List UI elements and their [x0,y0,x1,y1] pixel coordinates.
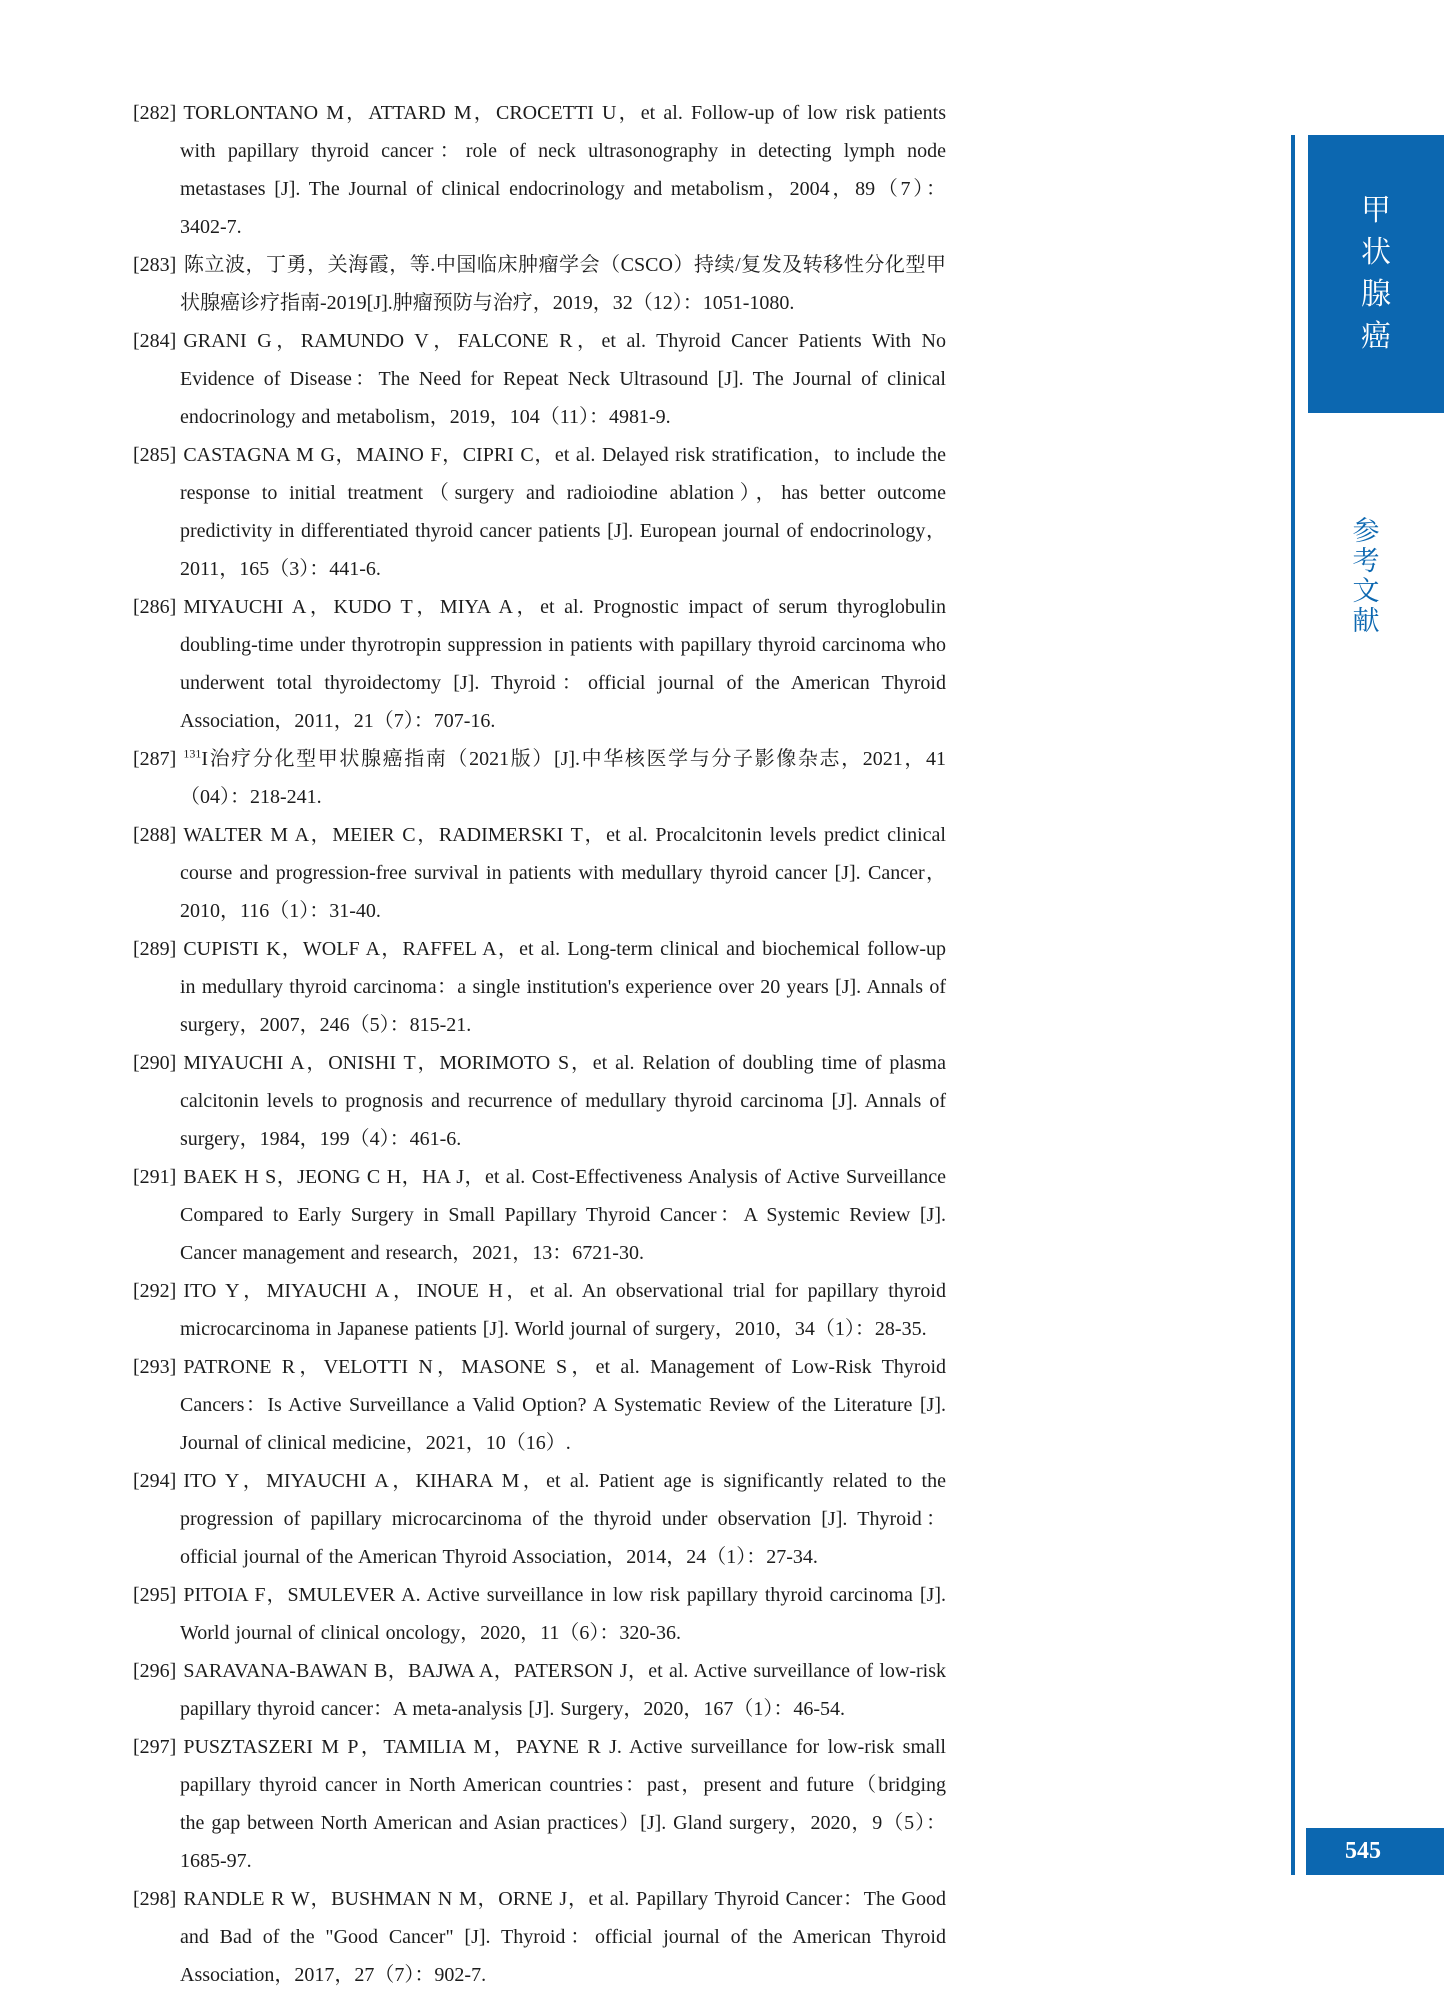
reference-item [133,1348,946,1462]
reference-item [133,930,946,1044]
book-title-box [1308,135,1444,413]
reference-label: [296] [133,1660,177,1682]
reference-label: [292] [133,1280,177,1302]
reference-item [133,1728,946,1880]
reference-item [133,436,946,588]
reference-label: [293] [133,1356,177,1378]
reference-item [133,1044,946,1158]
reference-item [133,1652,946,1728]
book-title-char: 腺 [1361,277,1391,312]
reference-text: CUPISTI K，WOLF A，RAFFEL A，et al. Long-term clinical and biochemical follow-up in medullary thyroid carcinoma：a single institution's experience over 20 years [J]. Annals of surgery，2007，246（5）：815-21. [180,938,946,1036]
reference-item [133,1462,946,1576]
reference-item [133,1158,946,1272]
reference-item [133,740,946,816]
reference-text: MIYAUCHI A，KUDO T，MIYA A，et al. Prognostic impact of serum thyroglobulin doubling-time under thyrotropin suppression in patients with papillary thyroid carcinoma who underwent total thyroidectomy [J]. Thyroid：official journal of the American Thyroid Association，2011，21（7）：707-16. [180,596,946,732]
reference-label: [289] [133,938,177,960]
reference-label: [291] [133,1166,177,1188]
section-title [1340,517,1392,637]
reference-item [133,322,946,436]
reference-text: RANDLE R W，BUSHMAN N M，ORNE J，et al. Papillary Thyroid Cancer：The Good and Bad of the "Good Cancer" [J]. Thyroid：official journal of the American Thyroid Association，2017，27（7）：902-7. [180,1888,946,1986]
reference-label: [297] [133,1736,177,1758]
reference-item [133,94,946,246]
section-title-char: 参 [1352,516,1380,547]
reference-label: [284] [133,330,177,352]
references-list [133,94,946,1994]
reference-label: [283] [133,254,177,276]
reference-label: [286] [133,596,177,618]
book-title-char: 癌 [1361,319,1391,354]
reference-item [133,246,946,322]
page-number-badge [1306,1828,1444,1875]
book-title-char: 甲 [1361,193,1391,228]
reference-text: PUSZTASZERI M P，TAMILIA M，PAYNE R J. Active surveillance for low-risk small papillary thyroid cancer in North American countries：past，present and future（bridging the gap between North American and Asian practices）[J]. Gland surgery，2020，9（5）：1685-97. [180,1736,946,1872]
reference-text: ITO Y，MIYAUCHI A，INOUE H，et al. An observational trial for papillary thyroid microcarcinoma in Japanese patients [J]. World journal of surgery，2010，34（1）：28-35. [180,1280,946,1340]
reference-text: MIYAUCHI A，ONISHI T，MORIMOTO S，et al. Relation of doubling time of plasma calcitonin levels to prognosis and recurrence of medullary thyroid carcinoma [J]. Annals of surgery，1984，199（4）：461-6. [180,1052,946,1150]
reference-text: CASTAGNA M G，MAINO F，CIPRI C，et al. Delayed risk stratification，to include the response to initial treatment（surgery and radioiodine ablation），has better outcome predictivity in differentiated thyroid cancer patients [J]. European journal of endocrinology，2011，165（3）：441-6. [180,444,946,580]
reference-item [133,1272,946,1348]
reference-text: PITOIA F，SMULEVER A. Active surveillance in low risk papillary thyroid carcinoma [J]. World journal of clinical oncology，2020，11（6）：320-36. [180,1584,946,1644]
section-title-char: 献 [1352,606,1380,637]
reference-label: [287] [133,748,177,770]
reference-label: [294] [133,1470,177,1492]
reference-label: [282] [133,102,177,124]
reference-label: [298] [133,1888,177,1910]
reference-text: BAEK H S，JEONG C H，HA J，et al. Cost-Effectiveness Analysis of Active Surveillance Compared to Early Surgery in Small Papillary Thyroid Cancer：A Systemic Review [J]. Cancer management and research，2021，13：6721-30. [180,1166,946,1264]
reference-text: GRANI G，RAMUNDO V，FALCONE R，et al. Thyroid Cancer Patients With No Evidence of Disease：The Need for Repeat Neck Ultrasound [J]. The Journal of clinical endocrinology and metabolism，2019，104（11）：4981-9. [180,330,946,428]
page-number: 545 [1345,1838,1381,1864]
reference-text: WALTER M A，MEIER C，RADIMERSKI T，et al. Procalcitonin levels predict clinical course and progression-free survival in patients with medullary thyroid cancer [J]. Cancer，2010，116（1）：31-40. [180,824,946,922]
reference-text: TORLONTANO M，ATTARD M，CROCETTI U，et al. Follow-up of low risk patients with papillary thyroid cancer：role of neck ultrasonography in detecting lymph node metastases [J]. The Journal of clinical endocrinology and metabolism，2004，89（7）：3402-7. [180,102,946,238]
book-title-char: 状 [1361,235,1391,270]
reference-item [133,588,946,740]
reference-label: [295] [133,1584,177,1606]
reference-text: $^{131}$I治疗分化型甲状腺癌指南（2021版）[J].中华核医学与分子影像杂志，2021，41（04）：218-241. [180,746,946,808]
reference-item [133,1880,946,1994]
reference-item [133,816,946,930]
reference-label: [285] [133,444,177,466]
reference-text: SARAVANA-BAWAN B，BAJWA A，PATERSON J，et al. Active surveillance of low-risk papillary thyroid cancer：A meta-analysis [J]. Surgery，2020，167（1）：46-54. [180,1660,946,1720]
section-title-char: 文 [1352,576,1380,607]
reference-text: 陈立波，丁勇，关海霞，等.中国临床肿瘤学会（CSCO）持续/复发及转移性分化型甲状腺癌诊疗指南-2019[J].肿瘤预防与治疗，2019，32（12）：1051-1080. [180,254,946,314]
section-title-char: 考 [1352,546,1380,577]
reference-label: [290] [133,1052,177,1074]
reference-label: [288] [133,824,177,846]
reference-text: ITO Y，MIYAUCHI A，KIHARA M，et al. Patient age is significantly related to the progression of papillary microcarcinoma of the thyroid under observation [J]. Thyroid：official journal of the American Thyroid Association，2014，24（1）：27-34. [180,1470,946,1568]
reference-item [133,1576,946,1652]
sidebar-vertical-rule [1291,135,1295,1875]
reference-text: PATRONE R，VELOTTI N，MASONE S，et al. Management of Low-Risk Thyroid Cancers：Is Active Surveillance a Valid Option? A Systematic Review of the Literature [J]. Journal of clinical medicine，2021，10（16）. [180,1356,946,1454]
